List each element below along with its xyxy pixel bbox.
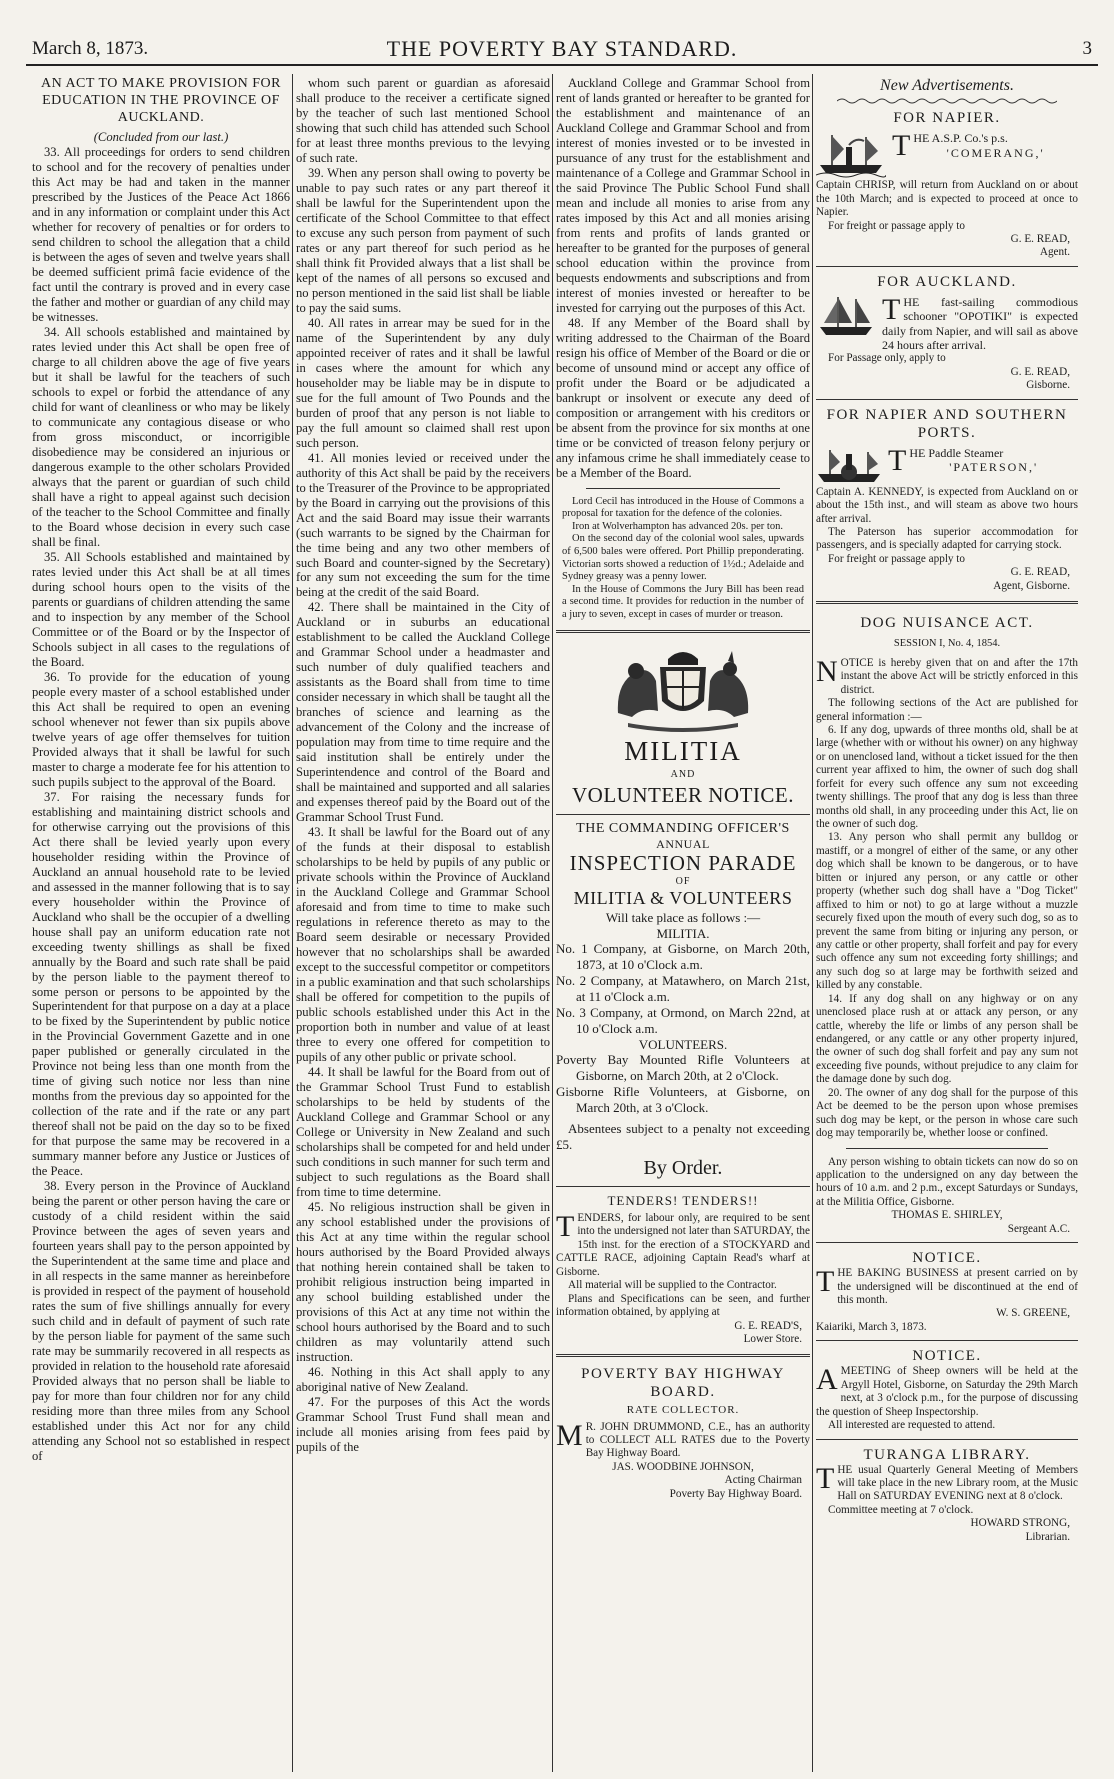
act-section-paragraph: 41. All monies levied or received under the authority of this Act shall be paid by the receivers to the Treasurer of the Province to be appropriated by the Board in carrying out the provisions of this Act and the said Board may issue their warrants (such warrants to be signed by the Chairman for the time being and any two other members of such Board and counter-signed by the Secretary) for any sum not exceeding the sum for the time being at the credit of the said Board. bbox=[296, 450, 550, 600]
sheep-attend: All interested are requested to attend. bbox=[828, 1419, 996, 1432]
by-order: By Order. bbox=[643, 1156, 723, 1179]
act-section-paragraph: whom such parent or guardian as aforesaid shall produce to the receiver a certificate signed by the teacher of such last mentioned School showing that such child has attended such School for at least three months previous to the levying of such rate. bbox=[296, 76, 550, 165]
baking-place-date: Kaiariki, March 3, 1873. bbox=[816, 1320, 927, 1333]
new-advertisements-heading: New Advertisements. bbox=[880, 77, 1014, 94]
volunteers-subhead: VOLUNTEERS. bbox=[638, 1036, 728, 1052]
library-sig-title: Librarian. bbox=[1025, 1530, 1070, 1543]
news-note: Iron at Wolverhampton has advanced 20s. per ton. bbox=[572, 520, 783, 532]
auckland-heading: FOR AUCKLAND. bbox=[877, 273, 1017, 290]
vessel-name-comerang: 'COMERANG,' bbox=[946, 145, 1045, 160]
annual-line: ANNUAL bbox=[656, 837, 710, 852]
sheep-notice-heading: NOTICE. bbox=[912, 1348, 982, 1365]
act-section-paragraph: 37. For raising the necessary funds for establishing and maintaining district schools and for otherwise carrying out the provisions of this Act there shall be levied yearly upon every householder residing within the Province of Auckland an annual household rate to be levied and assessed in the manner following that is to say every householder within the Province of Auckland who shall be the occupier of a dwelling house shall pay an uniform education rate not exceeding twenty shillings as shall be fixed annually by the Board and such rate shall be paid by the person liable to the payment thereof to some person or persons to be appointed by the Superintendent for that purpose on a day at a place to be fixed by the Superintendent by public notice in the Provincial Government Gazette and in one paper published or generally circulated in the Province not being less than one month from the time of giving such notice nor less than nine months from the previous day so appointed for the collection of the rate and if the rate or any part thereof shall not be paid on the day so to be fixed for that purpose the same may be recovered in a summary manner before any Justice or Justices of the Peace. bbox=[32, 789, 290, 1179]
southern-body: Captain A. KENNEDY, is expected from Auckland on or about the 15th inst., and will steam as above two hours after arrival. bbox=[816, 485, 1078, 525]
baking-dropcap: T bbox=[816, 1265, 835, 1299]
militia-title: MILITIA bbox=[624, 735, 742, 766]
news-note: On the second day of the colonial wool sales, upwards of 6,500 bales were offered. Port Phillip preponderating. Victorian sorts showed a reduction of 1½d.; Adelaide and Sydney greasy was a penny lower. bbox=[562, 533, 804, 583]
dog-act-body: OTICE is hereby given that on and after the 17th instant the above Act will be strictly enforced in this district. bbox=[840, 656, 1078, 696]
tenders-ad bbox=[556, 1193, 810, 1346]
highway-board-heading: POVERTY BAY HIGHWAY BOARD. bbox=[581, 1366, 785, 1401]
paddle-steamer-icon bbox=[816, 446, 882, 486]
news-notes bbox=[562, 496, 804, 622]
southern-ports-ad bbox=[816, 406, 1078, 594]
sheep-meeting-notice bbox=[816, 1347, 1078, 1432]
column-1 bbox=[32, 76, 290, 1770]
take-place-line: Will take place as follows :— bbox=[605, 909, 761, 925]
column-4 bbox=[816, 76, 1078, 1770]
napier-line1: HE A.S.P. Co.'s p.s. bbox=[913, 131, 1008, 146]
newspaper-title: THE POVERTY BAY STANDARD. bbox=[386, 36, 738, 61]
divider bbox=[556, 1354, 810, 1357]
act-section-paragraph: 39. When any person shall owing to poverty be unable to pay such rates or any part thereof it shall be lawful for the Superintendent upon the certificate of the School Committee to that effect to excuse any such person from payment of such rates or any part thereof for such period as he shall think fit Provided always that a list shall be kept of the names of all persons so excused and no person mentioned in the said list shall be liable to pay the said sums. bbox=[296, 165, 550, 315]
militia-notice bbox=[556, 641, 810, 1181]
column-3 bbox=[556, 76, 810, 1770]
act-concluded-note: (Concluded from our last.) bbox=[93, 130, 229, 145]
library-heading: TURANGA LIBRARY. bbox=[863, 1446, 1031, 1463]
dog-act-section-14: 14. If any dog shall on any highway or on any unenclosed place rush at or attack any person, or any cattle, whereby the life or limbs of any person shall be endangered, or any cattle or any other property injured, the owner of such dog shall forfeit and pay any sum not exceeding five pounds, without prejudice to any claim for the damage done by such dog. bbox=[816, 992, 1078, 1086]
page-number: 3 bbox=[1082, 38, 1092, 59]
library-notice bbox=[816, 1446, 1078, 1545]
act-section-paragraph: 45. No religious instruction shall be given in any school established under the provisions of this Act at any time within the regular school hours authorised by the Board Provided always that nothing herein contained shall be taken to prohibit religious instruction being imparted in any school building established under the provisions of this Act at any time not within the school hours authorised by the Board and to such children as may voluntarily attend such instruction. bbox=[296, 1199, 550, 1364]
column-rule bbox=[812, 74, 813, 1772]
southern-line1: HE Paddle Steamer bbox=[909, 445, 1004, 460]
southern-ports-heading: FOR NAPIER AND SOUTHERN PORTS. bbox=[826, 406, 1068, 441]
library-committee: Committee meeting at 7 o'clock. bbox=[828, 1503, 974, 1516]
company-3: No. 3 Company, at Ormond, on March 22nd, at 10 o'Clock a.m. bbox=[556, 1004, 810, 1036]
absentees-penalty: Absentees subject to a penalty not exceeding £5. bbox=[556, 1120, 810, 1152]
divider bbox=[816, 601, 1078, 604]
rate-collector-subhead: RATE COLLECTOR. bbox=[626, 1404, 740, 1417]
news-note: In the House of Commons the Jury Bill has been read a second time. It provides for reduction in the number of a jury to seven, except in cases of murder or treason. bbox=[562, 583, 804, 620]
library-dropcap: T bbox=[816, 1461, 835, 1495]
divider bbox=[816, 1439, 1078, 1440]
vessel-name-paterson: 'PATERSON,' bbox=[949, 460, 1039, 475]
auckland-agent-place: Gisborne. bbox=[1026, 379, 1070, 392]
dog-act-intro: The following sections of the Act are published for general information :— bbox=[816, 697, 1078, 723]
southern-body-2: The Paterson has superior accommodation for passengers, and is specially adapted for carrying stock. bbox=[816, 526, 1078, 552]
act-section-paragraph: 38. Every person in the Province of Auckland being the parent or other person having the care or custody of a child resident within the said Province between the ages of seven years and fourteen years shall pay to the person appointed by the Superintendent at the same time and place and in all respects in the same manner as hereinbefore is provided in respect of the payment of household rates the sum of five shillings annually for every such child and in default of payment of such rate by the person liable for payment of the same such rate may be summarily recovered in all respects as provided in relation to the household rate aforesaid Provided always that no person shall be liable to pay for more than four children nor for any child residing more than three miles from any School established under this Act nor for any child attending any School not so established in respect of bbox=[32, 1179, 290, 1464]
highway-sig-board: Poverty Bay Highway Board. bbox=[669, 1487, 802, 1500]
column-rule bbox=[292, 74, 293, 1772]
divider bbox=[556, 630, 810, 633]
tenders-material: All material will be supplied to the Contractor. bbox=[568, 1279, 777, 1292]
act-section-paragraph: 36. To provide for the education of young people every master of a school established under this Act shall be required to open an evening school whenever not fewer than six pupils above twelve years of age offer themselves for tuition Provided always that it shall be lawful for such master to charge a moderate fee for his attention to such pupils subject to the approval of the Board. bbox=[32, 669, 290, 789]
act-section-paragraph: 40. All rates in arrear may be sued for in the name of the Superintendent by any duly appointed receiver of rates and it shall be lawful in cases where the amount for which any householder may be liable may be in dispute to sue for the full amount of Two Pounds and the burden of proof that any person is not liable to pay the full amount so claimed shall rest upon such person. bbox=[296, 315, 550, 450]
sheep-dropcap: A bbox=[816, 1363, 838, 1397]
library-body: HE usual Quarterly General Meeting of Members will take place in the new Library room, at the Music Hall on SATURDAY EVENING next at 8 o'clock. bbox=[837, 1463, 1078, 1503]
auckland-ad bbox=[816, 273, 1078, 393]
volunteer-unit-2: Gisborne Rifle Volunteers, at Gisborne, on March 20th, at 3 o'Clock. bbox=[556, 1084, 810, 1116]
dog-act-section-13: 13. Any person who shall permit any bulldog or mastiff, or a mongrel of either of the same, or any other dog which shall be known to be dangerous, or to have bitten or injured any person, or any cattle or other property (whether such dog shall have a "Dog Ticket" affixed to him or not) to go at large without a muzzle securely fixed upon the mouth of every such dog, so as to prevent the same from biting or injuring any person, or any cattle or other property, shall forfeit and pay for every such offence any sum not exceeding forty shillings; and any such dog so at large may be forthwith seized and killed by any constable. bbox=[816, 831, 1078, 992]
dog-act-section-20: 20. The owner of any dog shall for the purpose of this Act be deemed to be the person upon whose premises such dog may be kept, or the person in whose care such dog may temporarily be, whether loose or confined. bbox=[816, 1086, 1078, 1140]
militia-volunteers-title: MILITIA & VOLUNTEERS bbox=[573, 888, 793, 909]
napier-freight: For freight or passage apply to bbox=[828, 219, 966, 232]
tenders-signature: G. E. READ'S, bbox=[734, 1319, 802, 1332]
divider bbox=[816, 266, 1078, 267]
dog-act-session: SESSION I, No. 4, 1854. bbox=[893, 638, 1001, 650]
act-section-paragraph: 34. All schools established and maintained by rates levied under this Act shall be open free of charge to all children above the age of five years but it shall be lawful for the teachers of such schools to expel or forbid the attendance of any child for want of cleanliness or who may be likely to communicate any contagious disease or who from gross misconduct, or incorrigible disobedience may be considered an injurious or dangerous example to the other scholars Provided always that the parent or guardian of such child shall have a right to appeal against such decision of the teacher to the School Committee and finally to the Board whose decision in every such case shall be final. bbox=[32, 325, 290, 549]
militia-subhead: MILITIA. bbox=[656, 925, 710, 941]
divider bbox=[556, 814, 810, 815]
highway-dropcap: M bbox=[556, 1418, 583, 1452]
dog-act-section-6: 6. If any dog, upwards of three months old, shall be at large (whether with or without his owner) on any highway or on unenclosed land, without a ticket issued for the then current year affixed to him, the owner of such dog shall forfeit for every such offence any sum not exceeding twenty shillings. The proof that any dog is less than three months old shall, in any proceeding under this Act, lie on the owner of such dog. bbox=[816, 723, 1078, 831]
divider bbox=[846, 1148, 1048, 1149]
southern-agent-name: G. E. READ, bbox=[1010, 566, 1070, 579]
napier-ad bbox=[816, 109, 1078, 260]
schooner-icon bbox=[816, 295, 876, 339]
divider bbox=[816, 399, 1078, 400]
act-section-paragraph: 47. For the purposes of this Act the words Grammar School Trust Fund shall mean and include all monies arising from fees paid by pupils of the bbox=[296, 1394, 550, 1454]
act-section-paragraph: 35. All Schools established and maintained by rates levied under this Act shall be at all times during school hours open to the visits of the parents or guardians of children attending the same and to inspection by any member of the School Committee or of the Board or by the Inspector of Schools subject in all cases to the regulations of the Board. bbox=[32, 549, 290, 669]
news-note: Lord Cecil has introduced in the House of Commons a proposal for taxation for the defence of the colonies. bbox=[562, 495, 804, 520]
act-section-paragraph: Auckland College and Grammar School from rent of lands granted or hereafter to be granted for the establishment and maintenance of an Auckland College and Grammar School and from interest of monies invested or to be invested in pursuance of any trust for the establishment and maintenance of a College and Grammar School in the said Province The Public School Fund shall mean and include all monies to arise from any rates imposed by this Act and all monies arising from rents and profits of lands granted or hereafter to be granted for the purposes of general school education within the province from bequests endowments and subscriptions and from interest of monies invested or hereafter to be invested for carrying out the purposes of this Act. bbox=[556, 76, 810, 315]
divider bbox=[586, 488, 780, 489]
napier-agent-name: G. E. READ, bbox=[1010, 232, 1070, 245]
library-signature: HOWARD STRONG, bbox=[970, 1517, 1070, 1530]
napier-body: Captain CHRISP, will return from Auckland on or about the 10th March; and is expected to proceed at once to Napier. bbox=[816, 179, 1078, 219]
royal-coat-of-arms-icon bbox=[598, 641, 768, 733]
volunteer-unit-1: Poverty Bay Mounted Rifle Volunteers at Gisborne, on March 20th, at 2 o'Clock. bbox=[556, 1052, 810, 1084]
southern-dropcap: T bbox=[888, 443, 907, 477]
auckland-body: HE fast-sailing commodious schooner "OPOTIKI" is expected daily from Napier, and will sail as above 24 hours after arrival. bbox=[882, 294, 1078, 352]
commanding-officer-line: THE COMMANDING OFFICER'S bbox=[576, 820, 790, 836]
act-section-paragraph: 42. There shall be maintained in the City of Auckland or in suburbs an educational establishment to be called the Auckland College and Grammar School under a headmaster and such number of duly qualified teachers and assistants as the Board shall from time to time consider necessary in which shall be taught all the branches of science and learning as the advancement of the Colony and the increase of population may from time to time require and the said institution shall be entirely under the Superintendence and control of the Board and shall be maintained and supported and all salaries and expenses thereof paid by the Board out of the Grammar School Trust Fund. bbox=[296, 600, 550, 825]
baking-signature: W. S. GREENE, bbox=[996, 1307, 1070, 1320]
tenders-plans: Plans and Specifications can be seen, and further information obtained, by applying at bbox=[556, 1292, 810, 1319]
act-section-paragraph: 44. It shall be lawful for the Board from out of the Grammar School Trust Fund to establish scholarships to be held by students of the Auckland College and Grammar School or any College or University in New Zealand and such scholarships shall be competed for and held under such conditions in such manner for such term and subject to such regulations as the Board shall from time to time determine. bbox=[296, 1064, 550, 1199]
divider bbox=[816, 1340, 1078, 1341]
act-sections-part-2 bbox=[296, 76, 550, 1455]
act-sections-part-3 bbox=[556, 76, 810, 481]
napier-dropcap: T bbox=[892, 129, 911, 163]
tenders-dropcap: T bbox=[556, 1210, 575, 1243]
act-section-paragraph: 46. Nothing in this Act shall apply to any aboriginal native of New Zealand. bbox=[296, 1364, 550, 1394]
napier-agent-title: Agent. bbox=[1039, 246, 1070, 259]
dog-act-sig-title: Sergeant A.C. bbox=[1007, 1222, 1070, 1235]
issue-date: March 8, 1873. bbox=[32, 38, 149, 59]
highway-sig-role: Acting Chairman bbox=[724, 1474, 802, 1487]
dog-act-heading: DOG NUISANCE ACT. bbox=[860, 615, 1034, 632]
highway-signature: JAS. WOODBINE JOHNSON, bbox=[612, 1460, 754, 1473]
divider bbox=[816, 1242, 1078, 1243]
steamship-icon bbox=[816, 131, 886, 179]
southern-agent-title: Agent, Gisborne. bbox=[993, 579, 1070, 592]
highway-board-ad bbox=[556, 1365, 810, 1501]
tenders-heading: TENDERS! TENDERS!! bbox=[607, 1193, 759, 1209]
act-sections-part-1 bbox=[32, 145, 290, 1464]
act-title: AN ACT TO MAKE PROVISION FOR EDUCATION IN THE PROVINCE OF AUCKLAND. bbox=[41, 76, 281, 125]
baking-notice bbox=[816, 1249, 1078, 1334]
tenders-body: ENDERS, for labour only, are required to be sent into the undersigned not later than SATURDAY, the 15th inst. for the erection of a STOCKYARD and CATTLE RACE, adjoining Captain Read's wharf at Gisborne. bbox=[556, 1212, 810, 1278]
act-section-paragraph: 48. If any Member of the Board shall by writing addressed to the Chairman of the Board resign his office of Member of the Board or die or become of unsound mind or accept any office of profit under the Board or be adjudicated a bankrupt or insolvent or execute any deed of composition or arrangement with his creditors or be absent from the province for six months at one time or be convicted of treason felony perjury or any infamous crime he shall immediately cease to be a Member of the Board. bbox=[556, 315, 810, 480]
wavy-rule-icon bbox=[837, 97, 1057, 105]
of-line: OF bbox=[675, 876, 691, 888]
company-2: No. 2 Company, at Matawhero, on March 21st, at 11 o'Clock a.m. bbox=[556, 973, 810, 1005]
column-2 bbox=[296, 76, 550, 1770]
militia-and: AND bbox=[670, 768, 696, 780]
masthead bbox=[26, 34, 1098, 66]
sheep-body: MEETING of Sheep owners will be held at the Argyll Hotel, Gisborne, on Saturday the 29th March next, at 3 o'clock p.m., for the purpose of discussing the question of Sheep Inspectorship. bbox=[816, 1365, 1078, 1418]
tenders-store: Lower Store. bbox=[743, 1332, 802, 1345]
dog-act-signature: THOMAS E. SHIRLEY, bbox=[891, 1209, 1003, 1222]
southern-freight: For freight or passage apply to bbox=[828, 552, 966, 565]
volunteer-notice-title: VOLUNTEER NOTICE. bbox=[572, 782, 794, 807]
column-rule bbox=[552, 74, 553, 1772]
baking-body: HE BAKING BUSINESS at present carried on by the undersigned will be discontinued at the end of this month. bbox=[837, 1267, 1078, 1307]
dog-act-dropcap: N bbox=[816, 654, 838, 688]
act-section-paragraph: 33. All proceedings for orders to send children to school and for the recovery of penalties under this Act may be had and taken in the manner prescribed by the Justices of the Peace Act 1866 and in any information or complaint under this Act whether for recovery of penalties or for orders to send children to school the allegation that a child is between the ages of seven and twelve years shall be deemed sufficient primâ facie evidence of the fact until the contrary is proved and in every case the father and mother or guardian of any child may be witnesses. bbox=[32, 145, 290, 325]
dog-act-tickets: Any person wishing to obtain tickets can now do so on application to the undersigned on any day between the hours of 10 a.m. and 2 p.m., except Saturdays or Sundays, at the Militia Office, Gisborne. bbox=[816, 1155, 1078, 1208]
napier-heading: FOR NAPIER. bbox=[893, 110, 1001, 127]
auckland-agent-name: G. E. READ, bbox=[1010, 365, 1070, 378]
inspection-parade-title: INSPECTION PARADE bbox=[569, 851, 797, 876]
company-1: No. 1 Company, at Gisborne, on March 20th, 1873, at 10 o'Clock a.m. bbox=[556, 941, 810, 973]
highway-body: R. JOHN DRUMMOND, C.E., has an authority to COLLECT ALL RATES due to the Poverty Bay Highway Board. bbox=[585, 1420, 810, 1460]
auckland-passage: For Passage only, apply to bbox=[828, 352, 946, 365]
dog-nuisance-act-ad bbox=[816, 614, 1078, 1236]
divider bbox=[556, 1186, 810, 1187]
auckland-dropcap: T bbox=[882, 292, 901, 326]
baking-notice-heading: NOTICE. bbox=[912, 1250, 982, 1267]
act-section-paragraph: 43. It shall be lawful for the Board out of any of the funds at their disposal to establish scholarships to be held by pupils of any public or private schools within the Province of Auckland in the Auckland College and Grammar School aforesaid and from time to time to make such regulations in reference thereto as may to the Board seem desirable or necessary Provided however that no scholarships shall be awarded except to the successful competitor or competitors in a public examination and that such scholarships shall be offered for competition to the pupils of public schools established under this Act in the proportion both in number and value of at least three to every one offered for competition to pupils of any other public or private school. bbox=[296, 825, 550, 1064]
